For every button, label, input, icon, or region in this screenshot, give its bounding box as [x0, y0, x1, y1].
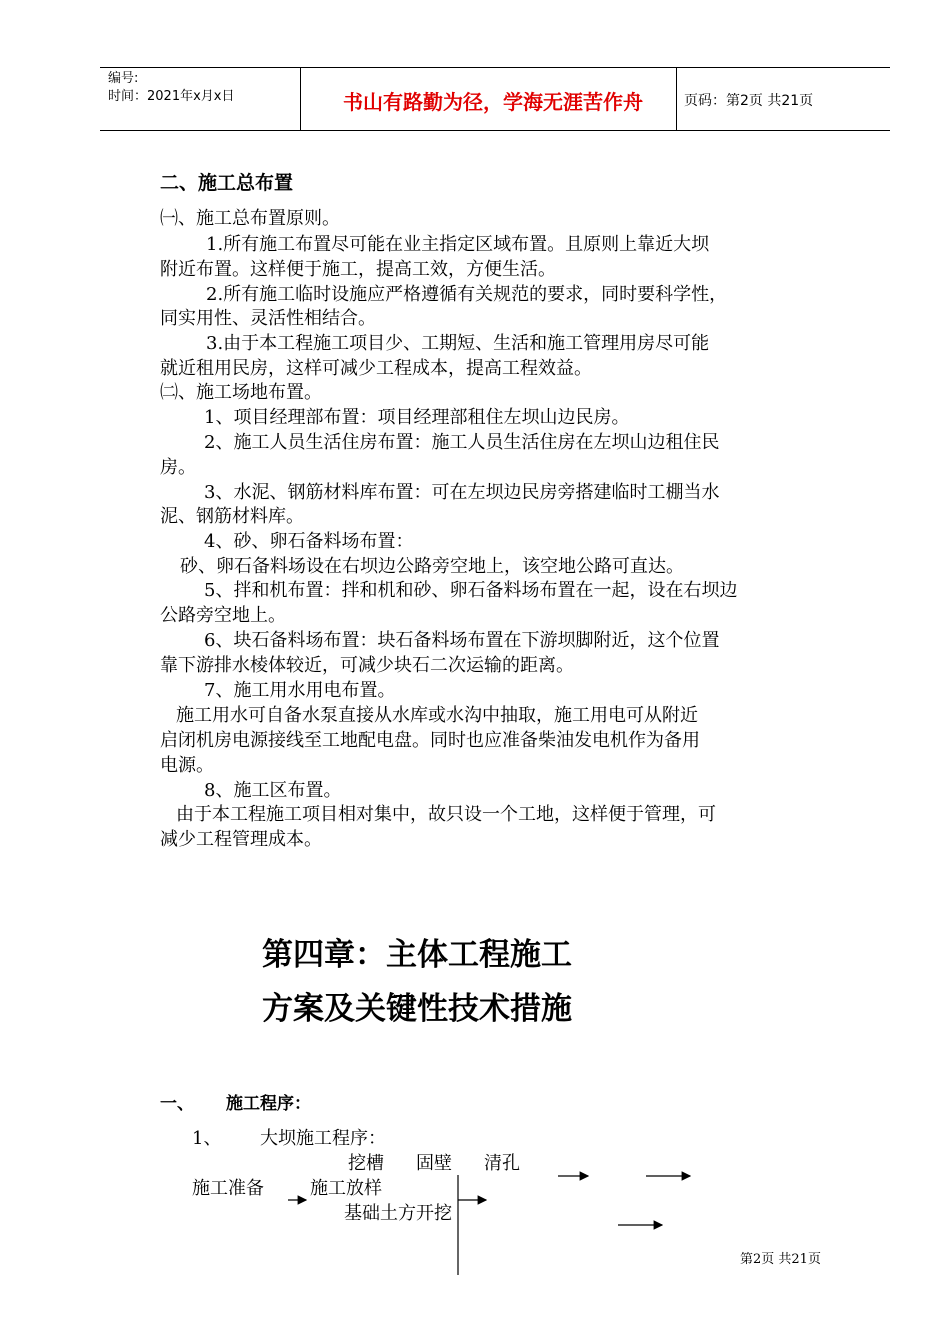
paragraph: 由于本工程施工项目相对集中，故只设一个工地，这样便于管理，可 [176, 804, 716, 825]
chapter-title-line1: 第四章：主体工程施工 [262, 937, 572, 973]
flow-node-prep: 施工准备 [192, 1178, 264, 1199]
paragraph: 电源。 [160, 755, 214, 776]
paragraph: 3.由于本工程施工项目少、工期短、生活和施工管理用房尽可能 [206, 333, 710, 354]
paragraph: 5、拌和机布置：拌和机和砂、卵石备料场布置在一起，设在右坝边 [204, 580, 738, 601]
paragraph: 房。 [160, 457, 196, 478]
flow-node-wall: 固壁 [416, 1153, 452, 1174]
flow-node-layout: 施工放样 [310, 1178, 382, 1199]
list-number: 1、 [192, 1128, 222, 1149]
paragraph: 1.所有施工布置尽可能在业主指定区域布置。且原则上靠近大坝 [206, 234, 710, 255]
section-title: 二、施工总布置 [160, 172, 294, 194]
chapter-title-line2: 方案及关键性技术措施 [262, 991, 572, 1027]
paragraph: 泥、钢筋材料库。 [160, 506, 304, 527]
paragraph: ㈡、施工场地布置。 [160, 382, 322, 403]
section-title: 施工程序： [226, 1094, 311, 1114]
header-page-label: 页码：第2页 共21页 [684, 93, 814, 109]
paragraph: 附近布置。这样便于施工，提高工效，方便生活。 [160, 259, 556, 280]
header-motto: 书山有路勤为径，学海无涯苦作舟 [343, 90, 643, 114]
list-item: 大坝施工程序： [260, 1128, 386, 1149]
paragraph: 同实用性、灵活性相结合。 [160, 308, 376, 329]
paragraph: 启闭机房电源接线至工地配电盘。同时也应准备柴油发电机作为备用 [160, 730, 700, 751]
section-number: 一、 [160, 1094, 194, 1114]
paragraph: 2、施工人员生活住房布置：施工人员生活住房在左坝山边租住民 [204, 432, 720, 453]
paragraph: 减少工程管理成本。 [160, 829, 322, 850]
flow-node-earth: 基础土方开挖 [344, 1203, 452, 1224]
paragraph: 砂、卵石备料场设在右坝边公路旁空地上，该空地公路可直达。 [180, 556, 684, 577]
paragraph: 2.所有施工临时设施应严格遵循有关规范的要求，同时要科学性， [206, 284, 728, 305]
paragraph: 7、施工用水用电布置。 [204, 680, 396, 701]
paragraph: 8、施工区布置。 [204, 780, 342, 801]
time-label: 时间：2021年x月x日 [108, 89, 235, 104]
paragraph: 施工用水可自备水泵直接从水库或水沟中抽取，施工用电可从附近 [176, 705, 698, 726]
paragraph: 6、块石备料场布置：块石备料场布置在下游坝脚附近，这个位置 [204, 630, 720, 651]
paragraph: 4、砂、卵石备料场布置： [204, 531, 414, 552]
paragraph: 公路旁空地上。 [160, 605, 286, 626]
paragraph: 1、项目经理部布置：项目经理部租住左坝山边民房。 [204, 407, 630, 428]
paragraph: 靠下游排水棱体较近，可减少块石二次运输的距离。 [160, 655, 574, 676]
flow-node-clean: 清孔 [484, 1153, 520, 1174]
paragraph: 就近租用民房，这样可减少工程成本，提高工程效益。 [160, 358, 592, 379]
code-label: 编号: [108, 71, 139, 86]
paragraph: ㈠、施工总布置原则。 [160, 208, 340, 229]
paragraph: 3、水泥、钢筋材料库布置：可在左坝边民房旁搭建临时工棚当水 [204, 482, 720, 503]
page-footer: 第2页 共21页 [740, 1252, 821, 1267]
flow-node-dig: 挖槽 [348, 1153, 384, 1174]
